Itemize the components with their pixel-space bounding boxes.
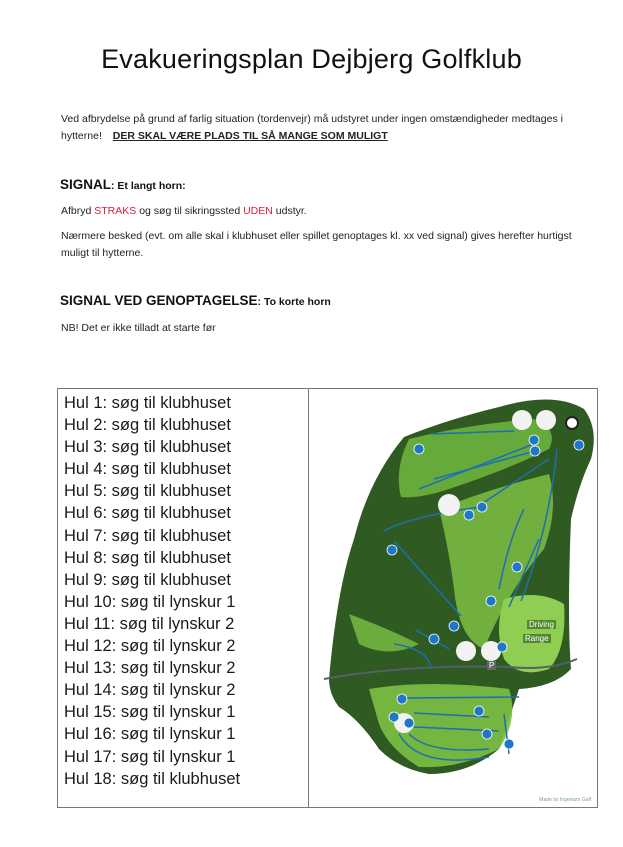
signal-instruction xyxy=(61,203,591,220)
hole-item: Hul 15: søg til lynskur 1 xyxy=(64,703,236,722)
resume-heading xyxy=(60,292,331,310)
driving-range-label: Range xyxy=(525,634,549,643)
driving-range-label: Driving xyxy=(529,620,554,629)
text: udstyr. xyxy=(272,205,307,217)
red-emphasis-immediately: STRAKS xyxy=(94,205,137,217)
hole-item: Hul 14: søg til lynskur 2 xyxy=(64,681,236,700)
hole-item: Hul 7: søg til klubhuset xyxy=(64,526,231,545)
hole-item: Hul 18: søg til klubhuset xyxy=(64,769,241,788)
hole-item: Hul 12: søg til lynskur 2 xyxy=(64,637,236,656)
hole-item: Hul 8: søg til klubhuset xyxy=(64,548,231,567)
signal-followup: Nærmere besked (evt. om alle skal i klubhuset eller spillet genoptages kl. xx ved signal) gives herefter hurtigst muligt til hytterne. xyxy=(61,230,572,259)
hole-item: Hul 1: søg til klubhuset xyxy=(64,394,231,412)
intro-paragraph xyxy=(61,111,591,145)
signal-heading-main: SIGNAL xyxy=(60,177,112,192)
hole-item: Hul 16: søg til lynskur 1 xyxy=(64,725,236,744)
hole-item: Hul 10: søg til lynskur 1 xyxy=(64,592,236,611)
signal-heading xyxy=(60,176,186,194)
intro-emphasis: DER SKAL VÆRE PLADS TIL SÅ MANGE SOM MULIGT xyxy=(112,130,388,142)
intro-text: Ved afbrydelse på grund af farlig situation (tordenvejr) må udstyret under ingen omstændigheder medtages i hytterne! xyxy=(61,113,563,142)
text: og søg til sikringssted xyxy=(136,205,244,217)
red-emphasis-without: UDEN xyxy=(243,205,273,217)
hole-item: Hul 11: søg til lynskur 2 xyxy=(64,614,235,633)
evacuation-table xyxy=(57,388,598,808)
hole-item: Hul 6: søg til klubhuset xyxy=(64,504,231,523)
hole-item: Hul 13: søg til lynskur 2 xyxy=(64,659,236,678)
hole-item: Hul 17: søg til lynskur 1 xyxy=(64,747,236,766)
course-map xyxy=(309,389,597,807)
resume-heading-sub: : To korte horn xyxy=(257,296,331,308)
hole-item: Hul 3: søg til klubhuset xyxy=(64,438,231,457)
text: Afbryd xyxy=(61,205,95,217)
hole-list xyxy=(58,389,309,807)
parking-label: P xyxy=(489,661,495,670)
hole-item: Hul 2: søg til klubhuset xyxy=(64,416,231,435)
hole-item: Hul 9: søg til klubhuset xyxy=(64,570,231,589)
map-credit: Made by Ingenium Golf xyxy=(539,797,591,803)
resume-heading-main: SIGNAL VED GENOPTAGELSE xyxy=(60,293,258,308)
page-title: Evakueringsplan Dejbjerg Golfklub xyxy=(101,44,522,74)
resume-note: NB! Det er ikke tilladt at starte før xyxy=(61,322,216,334)
signal-heading-sub: : Et langt horn: xyxy=(111,180,186,192)
hole-item: Hul 4: søg til klubhuset xyxy=(64,460,231,479)
hole-item: Hul 5: søg til klubhuset xyxy=(64,482,231,501)
course-map-image xyxy=(309,389,597,807)
